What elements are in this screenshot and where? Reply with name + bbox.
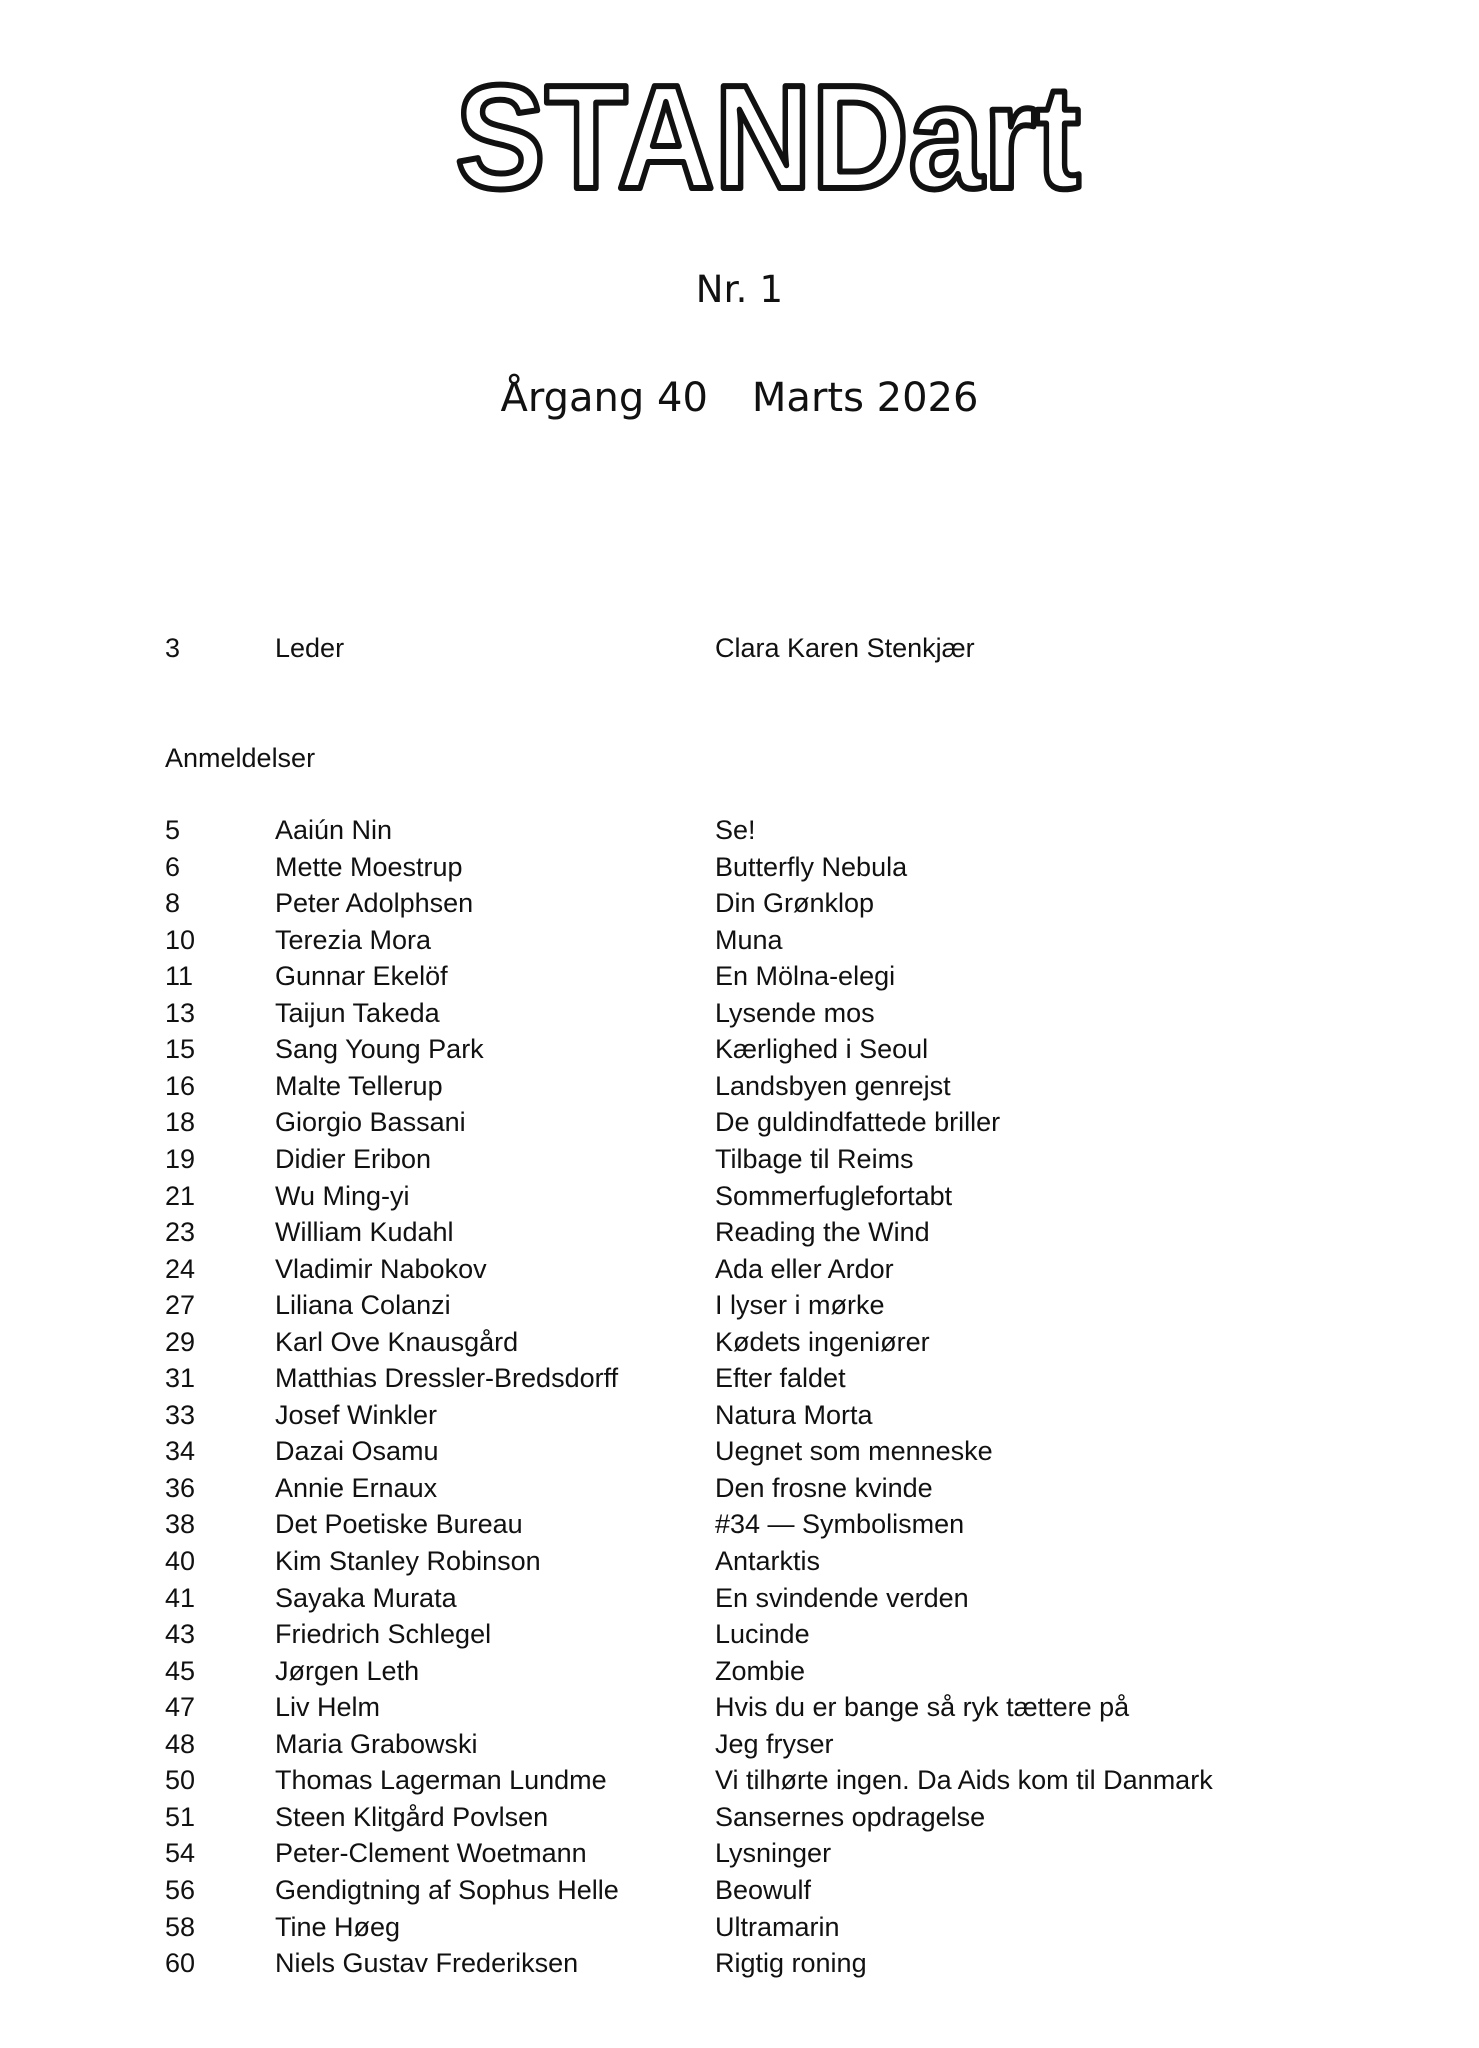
toc-row	[165, 1470, 1365, 1507]
toc-title: Hvis du er bange så ryk tættere på	[715, 1692, 1130, 1723]
toc-page-number: 41	[165, 1582, 196, 1613]
toc-author: Karl Ove Knausgård	[275, 1326, 519, 1357]
toc-row	[165, 1872, 1365, 1909]
toc-author: Gunnar Ekelöf	[275, 961, 448, 992]
toc-row	[165, 1506, 1365, 1543]
toc-title: En svindende verden	[715, 1582, 969, 1613]
toc-row	[165, 1031, 1365, 1068]
toc-page-number: 3	[165, 633, 181, 663]
table-of-contents	[165, 0, 1365, 2048]
toc-page-number: 8	[165, 888, 181, 919]
toc-row	[165, 1104, 1365, 1141]
toc-title: Antarktis	[715, 1546, 821, 1576]
toc-title: #34 — Symbolismen	[715, 1509, 965, 1540]
toc-title: Jeg fryser	[715, 1728, 834, 1759]
issue-number: Nr. 1	[695, 268, 784, 311]
toc-author: Kim Stanley Robinson	[275, 1546, 541, 1576]
toc-page-number: 21	[165, 1180, 196, 1211]
toc-row	[165, 922, 1365, 959]
toc-author: Gendigtning af Sophus Helle	[275, 1874, 619, 1905]
toc-author: Steen Klitgård Povlsen	[275, 1801, 549, 1832]
toc-page-number: 23	[165, 1217, 196, 1248]
toc-row	[165, 1287, 1365, 1324]
toc-page-number: 19	[165, 1143, 196, 1174]
toc-row	[165, 1214, 1365, 1251]
toc-title: Zombie	[715, 1655, 806, 1686]
toc-page-number: 6	[165, 851, 181, 882]
toc-author: Peter Adolphsen	[275, 888, 474, 919]
toc-row	[165, 1909, 1365, 1946]
toc-author: Aaiún Nin	[275, 815, 393, 845]
toc-author: Taijun Takeda	[275, 997, 440, 1028]
toc-title: Ada eller Ardor	[715, 1253, 894, 1284]
toc-page-number: 40	[165, 1546, 196, 1576]
toc-page-number: 15	[165, 1034, 196, 1065]
toc-row	[165, 1799, 1365, 1836]
toc-title: Sansernes opdragelse	[715, 1801, 986, 1832]
toc-title: Tilbage til Reims	[715, 1143, 914, 1174]
toc-row	[165, 849, 1365, 886]
toc-row	[165, 1178, 1365, 1215]
toc-row	[165, 1324, 1365, 1361]
toc-title: Vi tilhørte ingen. Da Aids kom til Danmark	[715, 1765, 1213, 1796]
toc-page-number: 43	[165, 1619, 196, 1650]
toc-row	[165, 1543, 1365, 1580]
toc-row	[165, 1360, 1365, 1397]
volume-label: Årgang 40	[500, 375, 708, 421]
toc-title: De guldindfattede briller	[715, 1107, 1001, 1138]
toc-title: Muna	[715, 924, 783, 955]
toc-page-number: 38	[165, 1509, 196, 1540]
toc-row	[165, 1945, 1365, 1982]
toc-author: Peter-Clement Woetmann	[275, 1838, 587, 1869]
toc-editorial-row	[165, 630, 1365, 667]
issue-date: Marts 2026	[751, 375, 979, 421]
toc-page-number: 56	[165, 1874, 196, 1905]
toc-row	[165, 1397, 1365, 1434]
toc-page-number: 16	[165, 1070, 196, 1101]
toc-title: Kærlighed i Seoul	[715, 1034, 929, 1065]
section-heading-anmeldelser: Anmeldelser	[165, 743, 316, 773]
toc-title: Sommerfuglefortabt	[715, 1180, 953, 1211]
toc-row	[165, 958, 1365, 995]
toc-title: Rigtig roning	[715, 1948, 867, 1979]
toc-page-number: 50	[165, 1765, 196, 1796]
toc-page-number: 51	[165, 1801, 196, 1832]
toc-row	[165, 1653, 1365, 1690]
logo-wordmark: STANDart	[455, 55, 1081, 220]
toc-author: Niels Gustav Frederiksen	[275, 1948, 579, 1979]
toc-title: Lysninger	[715, 1838, 832, 1869]
toc-page-number: 47	[165, 1692, 196, 1723]
toc-page-number: 36	[165, 1472, 196, 1503]
toc-author: Wu Ming-yi	[275, 1180, 410, 1211]
toc-author: Malte Tellerup	[275, 1070, 443, 1101]
toc-title: Kødets ingeniører	[715, 1326, 930, 1357]
toc-author: Tine Høeg	[275, 1911, 401, 1942]
toc-title: Reading the Wind	[715, 1217, 930, 1248]
toc-row	[165, 1580, 1365, 1617]
toc-row	[165, 1251, 1365, 1288]
toc-author: Liv Helm	[275, 1692, 381, 1723]
toc-row	[165, 1433, 1365, 1470]
toc-author: Mette Moestrup	[275, 851, 463, 882]
toc-row	[165, 1689, 1365, 1726]
toc-author: Terezia Mora	[275, 924, 432, 955]
toc-author: Sang Young Park	[275, 1034, 484, 1065]
toc-page-number: 18	[165, 1107, 196, 1138]
toc-page-number: 27	[165, 1290, 196, 1321]
toc-title: Lucinde	[715, 1619, 810, 1650]
toc-title: Uegnet som menneske	[715, 1436, 993, 1467]
toc-title: Butterfly Nebula	[715, 851, 908, 882]
toc-page-number: 11	[165, 961, 194, 992]
toc-author: Didier Eribon	[275, 1143, 432, 1174]
toc-author: Matthias Dressler-Bredsdorff	[275, 1363, 619, 1394]
toc-page-number: 33	[165, 1399, 196, 1430]
toc-page-number: 31	[165, 1363, 196, 1394]
toc-row	[165, 995, 1365, 1032]
toc-author: Josef Winkler	[275, 1399, 438, 1430]
toc-author: Jørgen Leth	[275, 1655, 420, 1686]
toc-author: Maria Grabowski	[275, 1728, 478, 1759]
toc-title: Natura Morta	[715, 1399, 873, 1430]
toc-title: Den frosne kvinde	[715, 1472, 933, 1503]
toc-author: Annie Ernaux	[275, 1472, 438, 1503]
toc-title: Se!	[715, 815, 756, 845]
toc-page-number: 54	[165, 1838, 196, 1869]
toc-page-number: 60	[165, 1948, 196, 1979]
toc-page-number: 5	[165, 815, 181, 845]
toc-page-number: 13	[165, 997, 196, 1028]
toc-title: En Mölna-elegi	[715, 961, 896, 992]
toc-title: Landsbyen genrejst	[715, 1070, 951, 1101]
toc-page-number: 10	[165, 924, 196, 955]
toc-title: I lyser i mørke	[715, 1290, 885, 1321]
toc-author: William Kudahl	[275, 1217, 454, 1248]
toc-row	[165, 1835, 1365, 1872]
toc-author: Vladimir Nabokov	[275, 1253, 487, 1284]
toc-row	[165, 1141, 1365, 1178]
toc-page-number: 34	[165, 1436, 196, 1467]
toc-page-number: 45	[165, 1655, 196, 1686]
toc-author: Dazai Osamu	[275, 1436, 439, 1467]
toc-page-number: 58	[165, 1911, 196, 1942]
toc-title: Clara Karen Stenkjær	[715, 633, 975, 663]
toc-author: Thomas Lagerman Lundme	[275, 1765, 607, 1796]
toc-row	[165, 885, 1365, 922]
toc-title: Beowulf	[715, 1874, 812, 1905]
toc-row	[165, 1762, 1365, 1799]
toc-row	[165, 812, 1365, 849]
toc-author: Giorgio Bassani	[275, 1107, 466, 1138]
toc-author: Liliana Colanzi	[275, 1290, 451, 1321]
toc-author: Sayaka Murata	[275, 1582, 457, 1613]
toc-title: Efter faldet	[715, 1363, 846, 1394]
toc-title: Lysende mos	[715, 997, 875, 1028]
toc-row	[165, 1726, 1365, 1763]
toc-page-number: 24	[165, 1253, 196, 1284]
toc-row	[165, 1616, 1365, 1653]
toc-row	[165, 1068, 1365, 1105]
toc-page-number: 29	[165, 1326, 196, 1357]
toc-title: Ultramarin	[715, 1911, 840, 1942]
toc-author: Friedrich Schlegel	[275, 1619, 492, 1650]
toc-author: Leder	[275, 633, 345, 663]
toc-title: Din Grønklop	[715, 888, 875, 919]
toc-page-number: 48	[165, 1728, 196, 1759]
toc-author: Det Poetiske Bureau	[275, 1509, 523, 1540]
